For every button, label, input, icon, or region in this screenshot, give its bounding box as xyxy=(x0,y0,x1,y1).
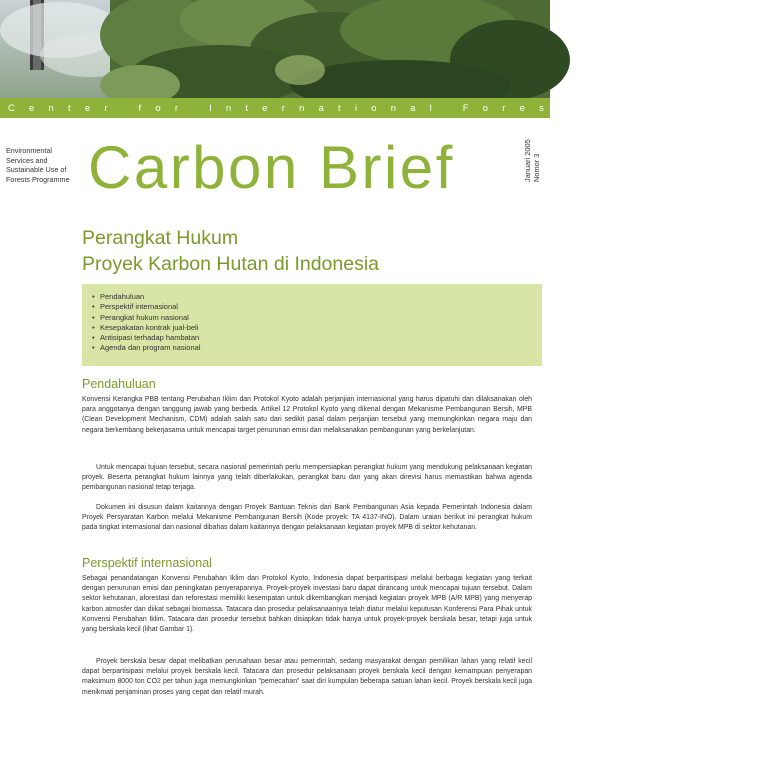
hero-photo xyxy=(0,0,550,98)
title-line-2: Proyek Karbon Hutan di Indonesia xyxy=(82,253,380,275)
contents-item: • Perspektif internasional xyxy=(92,302,178,312)
programme-line: Sustainable Use of xyxy=(6,165,67,175)
contents-item: • Kesepakatan kontrak jual-beli xyxy=(92,322,199,332)
contents-item: • Perangkat hukum nasional xyxy=(92,312,189,322)
paragraph: Sebagai penandatangan Konvensi Perubahan Iklim dan Protokol Kyoto, Indonesia dapat berpartisipasi melalui berbagai kegiatan yang terkait dengan penurunan emisi dan peningkatan penyerapannya. Proyek-proyek investasi baru dapat dirancang untuk mencapai tujuan tersebut. Dalam sektor kehutanan, aforestasi dan reforestasi memiliki kesempatan untuk dikembangkan menjadi kegiatan proyek MPB (A/R MPB) yang menyerap karbon atmosfer dan diikat sebagai biomassa. Tatacara dan prosedur pelaksanaannya telah diatur melalui keputusan Konferensi Para Pihak untuk Konvensi Perubahan Iklim. Tatacara dan prosedur tersebut bahkan disiapkan tidak hanya untuk proyek-proyek berskala besar, tetapi juga untuk yang berskala kecil (lihat Gambar 1). xyxy=(82,575,532,634)
forest-canopy-image xyxy=(0,0,550,98)
contents-item: • Antisipasi terhadap hambatan xyxy=(92,333,200,343)
issue-number: Nomor 3 xyxy=(532,153,541,182)
title-line-1: Perangkat Hukum xyxy=(82,227,239,249)
paragraph: Konvensi Kerangka PBB tentang Perubahan Iklim dan Protokol Kyoto adalah perjanjian internasional yang harus dipatuhi dan dilaksanakan oleh para anggotanya dengan tanggung jawab yang berbeda. Artikel 12 Protokol Kyoto yang dikenal dengan Mekanisme Pembangunan Bersih, MPB (Clean Development Mechanism, CDM) adalah salah satu dari sedikit pasal dalam perjanjian tersebut yang memungkinkan negara maju dan negara berkembang bekerjasama untuk mencapai target penurunan emisi dan melaksanakan pembangunan yang berkelanjutan. xyxy=(82,396,532,434)
document-title xyxy=(82,225,379,277)
contents-list xyxy=(92,292,542,354)
programme-line: Forests Programme xyxy=(6,174,70,184)
paragraph: Dokumen ini disusun dalam kaitannya dengan Proyek Bantuan Teknis dari Bank Pembangunan Asia kepada Pemerintah Indonesia dalam Proyek Persyaratan Karbon melalui Mekanisme Pembangunan Bersih (Kode proyek: TA 4137-INO). Dalam uraian berikut ini perangkat hukum pada tingkat internasional dan nasional dibahas dalam kaitannya dengan pelaksanaan kegiatan proyek MPB di sektor kehutanan. xyxy=(82,504,532,532)
contents-box xyxy=(82,284,542,366)
organization-name: Center for International Forestry Research xyxy=(8,102,782,114)
publication-title: Carbon Brief xyxy=(88,134,455,201)
programme-line: Services and xyxy=(6,155,48,165)
section-heading-intro: Pendahuluan xyxy=(82,377,156,391)
issue-info xyxy=(523,139,541,182)
paragraph: Untuk mencapai tujuan tersebut, secara nasional pemerintah perlu mempersiapkan perangkat hukum yang mendukung pelaksanaan kegiatan proyek. Beserta perangkat hukum lainnya yang telah diberlakukan, perangkat baru dan yang akan direvisi harus memastikan bahwa agenda pembangunan nasional tetap terjaga. xyxy=(82,464,532,492)
programme-label xyxy=(6,146,86,184)
paragraph: Proyek berskala besar dapat melibatkan perusahaan besar atau pemerintah, sedang masyarakat dengan pemilikan lahan yang relatif kecil dapat berpartisipasi melalui proyek berskala kecil. Tatacara dan prosedur pelaksanaan proyek berskala kecil dengan kemampuan penyerapan maksimum 8000 ton CO2 per tahun juga memungkinkan "pemecahan" saat diri kumpulan beberapa satuan lahan kecil. Proyek berskala kecil juga menikmati penjaminan proses yang cepat dan relatif murah. xyxy=(82,658,532,696)
programme-line: Environmental xyxy=(6,146,52,155)
contents-item: • Pendahuluan xyxy=(92,292,145,301)
contents-item: • Agenda dan program nasional xyxy=(92,343,201,353)
organization-band xyxy=(0,98,782,118)
issue-date: Januari 2005 xyxy=(523,139,532,182)
section-heading-international: Perspektif internasional xyxy=(82,556,212,570)
